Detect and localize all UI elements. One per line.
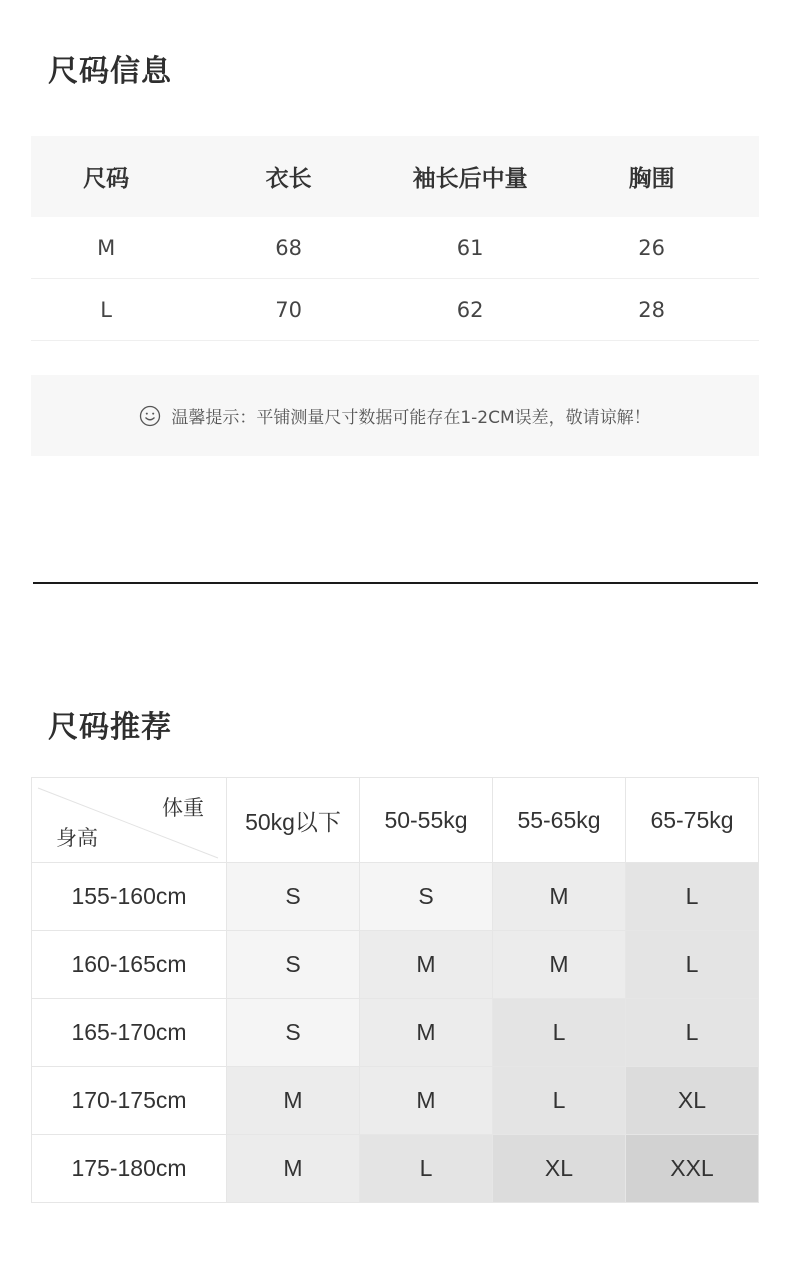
size-cell: S: [227, 863, 360, 931]
size-cell: XXL: [626, 1135, 759, 1203]
size-cell: L: [626, 931, 759, 999]
size-cell: S: [360, 863, 493, 931]
size-info-header-row: [31, 136, 759, 217]
size-cell: M: [493, 863, 626, 931]
smile-icon: [139, 405, 161, 427]
weight-col-header: 65-75kg: [626, 778, 759, 863]
cell-chest: 26: [638, 235, 665, 260]
size-cell: M: [227, 1067, 360, 1135]
size-cell: S: [227, 931, 360, 999]
header-chest: 胸围: [628, 166, 675, 192]
height-range-cell: 170-175cm: [32, 1067, 227, 1135]
cell-size: M: [97, 235, 116, 260]
cell-chest: 28: [638, 297, 665, 322]
cell-length: 68: [275, 235, 302, 260]
table-row: [32, 931, 759, 999]
size-cell: M: [360, 1067, 493, 1135]
height-range-cell: 160-165cm: [32, 931, 227, 999]
weight-col-header: 55-65kg: [493, 778, 626, 863]
size-cell: L: [626, 999, 759, 1067]
size-recommend-title: 尺码推荐: [48, 710, 172, 745]
height-range-cell: 165-170cm: [32, 999, 227, 1067]
size-cell: XL: [626, 1067, 759, 1135]
size-info-title: 尺码信息: [48, 54, 172, 89]
cell-sleeve: 62: [456, 297, 484, 322]
measurement-tip: [31, 375, 759, 456]
height-range-cell: 175-180cm: [32, 1135, 227, 1203]
tip-text: 温馨提示：平铺测量尺寸数据可能存在1-2CM误差，敬请谅解！: [171, 408, 651, 428]
height-range-cell: 155-160cm: [32, 863, 227, 931]
weight-col-header: 50kg以下: [227, 778, 360, 863]
cell-length: 70: [275, 297, 302, 322]
weight-col-header: 50-55kg: [360, 778, 493, 863]
header-size: 尺码: [83, 166, 130, 192]
size-cell: M: [360, 931, 493, 999]
size-cell: S: [227, 999, 360, 1067]
size-cell: M: [493, 931, 626, 999]
table-row: [32, 999, 759, 1067]
table-row: [32, 1135, 759, 1203]
size-cell: L: [493, 1067, 626, 1135]
table-row: [32, 1067, 759, 1135]
size-cell: L: [493, 999, 626, 1067]
table-row: [31, 217, 759, 279]
header-length: 衣长: [265, 166, 312, 192]
corner-height-label: 身高: [56, 826, 98, 850]
size-cell: XL: [493, 1135, 626, 1203]
size-cell: M: [360, 999, 493, 1067]
table-row: [31, 279, 759, 341]
corner-weight-label: 体重: [162, 796, 204, 820]
size-info-table: [31, 136, 759, 341]
size-recommend-table: [31, 777, 759, 1203]
cell-sleeve: 61: [456, 235, 484, 260]
recommend-header-row: [32, 778, 759, 863]
corner-cell: [32, 778, 227, 863]
table-row: [32, 863, 759, 931]
cell-size: L: [100, 297, 112, 322]
size-cell: M: [227, 1135, 360, 1203]
size-cell: L: [360, 1135, 493, 1203]
header-sleeve: 袖长后中量: [412, 166, 528, 192]
section-divider: [33, 582, 758, 584]
size-cell: L: [626, 863, 759, 931]
